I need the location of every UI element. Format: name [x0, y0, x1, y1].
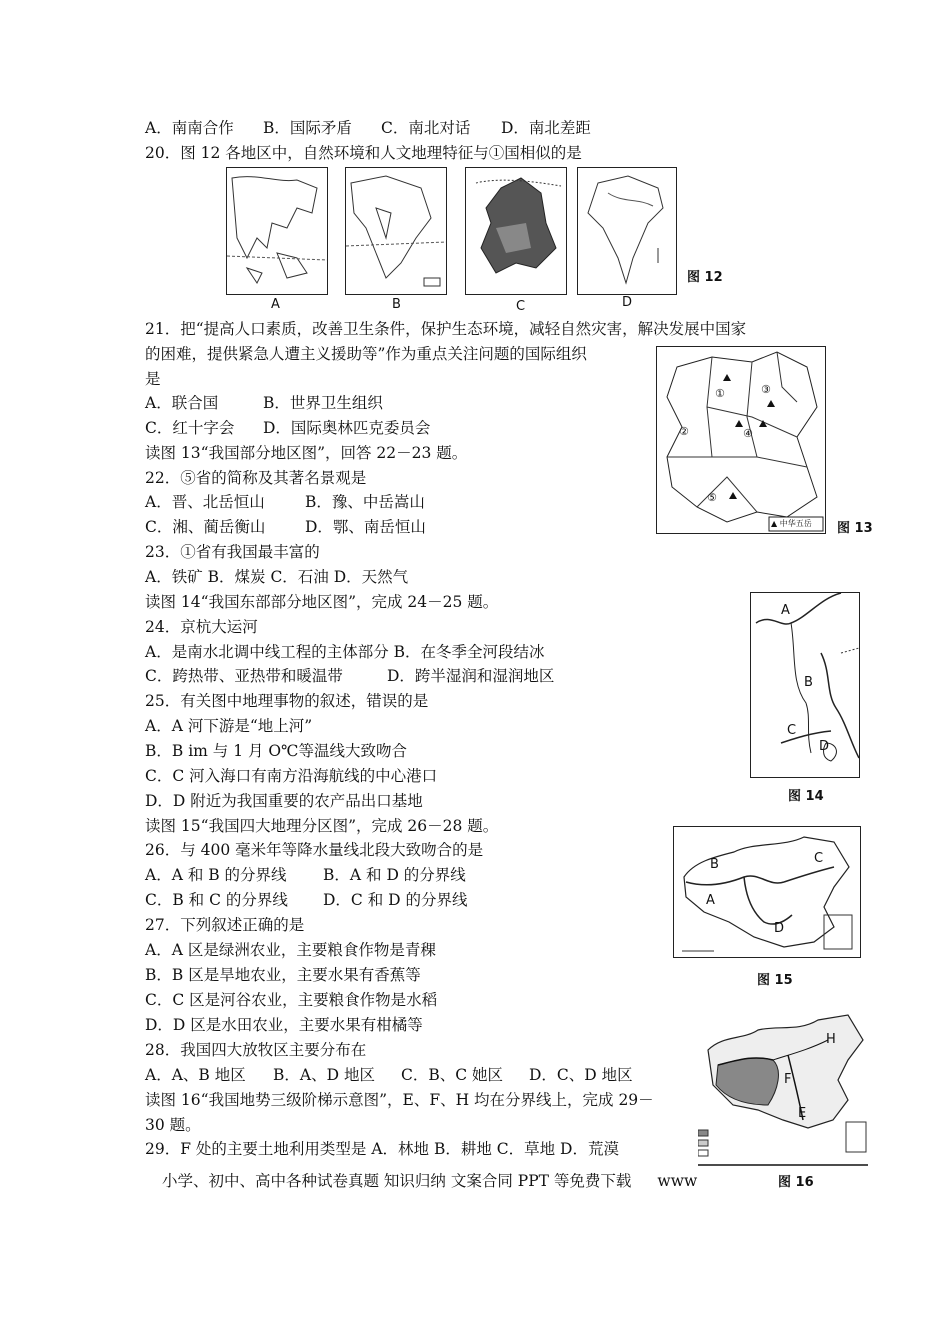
- q25-option-c: C．C 河入海口有南方沿海航线的中心港口: [145, 767, 438, 785]
- q19-option-b: B．国际矛盾: [263, 119, 352, 137]
- fig13-num-5: ⑤: [707, 491, 717, 504]
- q22-options-ab: [145, 492, 425, 512]
- fig12-map-d: [577, 167, 677, 295]
- q21-stem-line3: 是: [145, 370, 161, 388]
- fig15-map: [673, 826, 861, 958]
- q19-options: [145, 118, 591, 138]
- q22-option-b: B．豫、中岳嵩山: [305, 493, 425, 511]
- fig16-caption: 图 16: [778, 1175, 814, 1190]
- fig12-label-c: C: [516, 299, 526, 314]
- read-fig14-instruction: 读图 14“我国东部部分地区图”，完成 24－25 题。: [145, 593, 499, 611]
- fig15-label-c: C: [814, 851, 824, 866]
- fig13-map: [656, 346, 826, 534]
- q25-stem: 25．有关图中地理事物的叙述，错误的是: [145, 692, 429, 710]
- q27-option-c: C．C 区是河谷农业，主要粮食作物是水稻: [145, 991, 438, 1009]
- q21-option-d: D．国际奥林匹克委员会: [263, 419, 431, 437]
- fig14-label-d: D: [819, 739, 830, 754]
- q24-option-d: D．跨半湿润和湿润地区: [387, 667, 555, 685]
- q26-option-c: C．B 和 C 的分界线: [145, 891, 288, 909]
- fig12-label-d: D: [622, 295, 633, 310]
- fig15-label-b: B: [710, 857, 719, 872]
- q24-option-c: C．跨热带、亚热带和暖温带: [145, 667, 343, 685]
- fig15-label-d: D: [774, 921, 785, 936]
- fig14-label-c: C: [787, 723, 797, 738]
- fig13-caption: 图 13: [837, 521, 873, 536]
- q21-option-b: B．世界卫生组织: [263, 394, 383, 412]
- footer-text: 小学、初中、高中各种试卷真题 知识归纳 文案合同 PPT 等免费下载: [162, 1172, 632, 1190]
- q28-option-b: B．A、D 地区: [273, 1066, 375, 1084]
- fig12-label-a: A: [271, 297, 280, 312]
- read-fig16-instruction-line1: 读图 16“我国地势三级阶梯示意图”，E、F、H 均在分界线上，完成 29－: [145, 1091, 654, 1109]
- q24-options-cd: [145, 666, 554, 686]
- read-fig13-instruction: 读图 13“我国部分地区图”，回答 22－23 题。: [145, 444, 468, 462]
- fig13-num-1: ①: [715, 387, 725, 400]
- q21-options-ab: [145, 393, 383, 413]
- fig13-num-3: ③: [761, 383, 771, 396]
- q22-option-c: C．湘、蔺岳衡山: [145, 518, 266, 536]
- fig16-map: [698, 1010, 868, 1166]
- q26-option-d: D．C 和 D 的分界线: [323, 891, 468, 909]
- q26-stem: 26．与 400 毫米年等降水量线北段大致吻合的是: [145, 841, 484, 859]
- q24-stem: 24．京杭大运河: [145, 618, 258, 636]
- q22-option-d: D．鄂、南岳恒山: [305, 518, 426, 536]
- fig14-map: [750, 592, 860, 778]
- fig15-caption: 图 15: [757, 973, 793, 988]
- q25-option-d: D．D 附近为我国重要的农产品出口基地: [145, 792, 423, 810]
- q26-option-a: A．A 和 B 的分界线: [145, 866, 287, 884]
- q27-stem: 27．下列叙述正确的是: [145, 916, 305, 934]
- read-fig16-instruction-line2: 30 题。: [145, 1116, 201, 1134]
- q22-option-a: A．晋、北岳恒山: [145, 493, 265, 511]
- q28-option-a: A．A、B 地区: [145, 1066, 246, 1084]
- fig14-caption: 图 14: [788, 789, 824, 804]
- q26-options-cd: [145, 890, 468, 910]
- fig16-label-f: F: [784, 1072, 792, 1087]
- fig12-map-b: [345, 167, 447, 295]
- q20-stem: 20．图 12 各地区中，自然环境和人文地理特征与①国相似的是: [145, 144, 582, 162]
- q26-option-b: B．A 和 D 的分界线: [323, 866, 466, 884]
- q28-options: [145, 1065, 633, 1085]
- q19-option-a: A．南南合作: [145, 119, 234, 137]
- fig13-num-2: ②: [679, 425, 689, 438]
- fig14-label-b: B: [804, 675, 813, 690]
- fig12-map-c: [465, 167, 567, 295]
- q21-stem-line1: 21．把“提高人口素质，改善卫生条件，保护生态环境，减轻自然灾害，解决发展中国家: [145, 320, 747, 338]
- q21-stem-line2: 的困难，提供紧急人遭主义援助等”作为重点关注问题的国际组织: [145, 345, 587, 363]
- q22-options-cd: [145, 517, 426, 537]
- q23-options: A．铁矿 B．煤炭 C．石油 D．天然气: [145, 568, 409, 586]
- q24-options-ab: A．是南水北调中线工程的主体部分 B．在冬季全河段结冰: [145, 643, 545, 661]
- fig16-label-h: H: [826, 1032, 836, 1047]
- q28-option-c: C．B、C 她区: [401, 1066, 504, 1084]
- q19-option-d: D．南北差距: [501, 119, 591, 137]
- q21-option-a: A．联合国: [145, 394, 219, 412]
- footer-url[interactable]: www: [657, 1172, 698, 1190]
- q27-option-d: D．D 区是水田农业，主要水果有柑橘等: [145, 1016, 423, 1034]
- fig12-label-b: B: [392, 297, 401, 312]
- q29-stem: 29．F 处的主要土地利用类型是 A．林地 B．耕地 C．草地 D．荒漠: [145, 1140, 619, 1158]
- q19-option-c: C．南北对话: [381, 119, 471, 137]
- q25-option-a: A．A 河下游是“地上河”: [145, 717, 313, 735]
- q23-stem: 23．①省有我国最丰富的: [145, 543, 320, 561]
- q27-option-a: A．A 区是绿洲农业，主要粮食作物是青稞: [145, 941, 436, 959]
- q21-options-cd: [145, 418, 430, 438]
- q25-option-b: B．B im 与 1 月 O℃等温线大致吻合: [145, 742, 407, 760]
- fig12-caption: 图 12: [687, 270, 723, 285]
- q27-option-b: B．B 区是旱地农业，主要水果有香蕉等: [145, 966, 421, 984]
- fig12-map-a: [226, 167, 328, 295]
- fig15-label-a: A: [706, 893, 715, 908]
- fig16-label-e: E: [798, 1106, 807, 1121]
- q22-stem: 22．⑤省的简称及其著名景观是: [145, 469, 367, 487]
- q28-stem: 28．我国四大放牧区主要分布在: [145, 1041, 367, 1059]
- q26-options-ab: [145, 865, 466, 885]
- q28-option-d: D．C、D 地区: [529, 1066, 633, 1084]
- fig13-num-4: ④: [743, 427, 753, 440]
- read-fig15-instruction: 读图 15“我国四大地理分区图”，完成 26－28 题。: [145, 817, 499, 835]
- fig14-label-a: A: [781, 603, 790, 618]
- page-footer: [162, 1171, 697, 1191]
- fig13-legend: ▲ 中华五岳: [771, 519, 812, 528]
- q21-option-c: C．红十字会: [145, 419, 235, 437]
